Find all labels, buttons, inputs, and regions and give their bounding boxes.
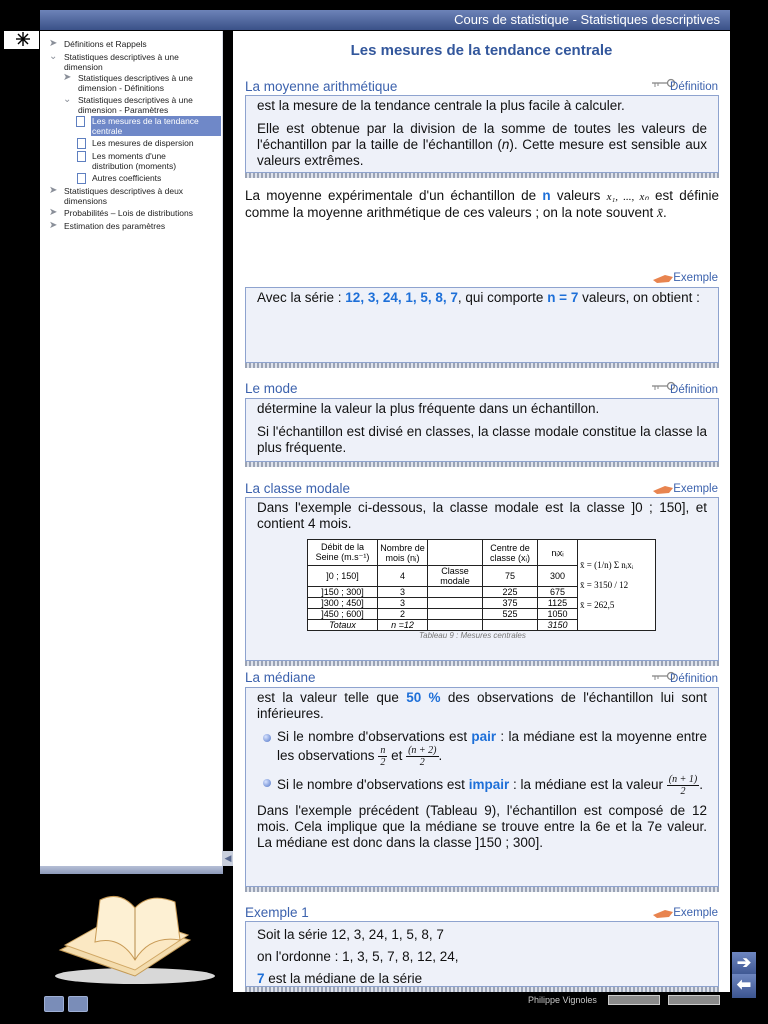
chevron-right-icon: ➤ xyxy=(49,207,58,218)
example-box-moyenne xyxy=(245,287,719,363)
chevron-right-icon: ➤ xyxy=(49,38,58,49)
sidebar-scrollbar[interactable] xyxy=(40,866,223,874)
definition-box-moyenne xyxy=(245,95,719,173)
table-cell: Totaux xyxy=(308,620,378,631)
table-cell: Classe modale xyxy=(428,566,483,587)
sidebar-item-autres-coefficients[interactable]: Autres coefficients xyxy=(92,173,217,183)
author: Philippe Vignoles xyxy=(528,995,597,1005)
table-header: Nombre de mois (nᵢ) xyxy=(378,540,428,566)
scenari-badge[interactable] xyxy=(668,995,720,1005)
table-cell: 1125 xyxy=(538,598,578,609)
page-icon xyxy=(77,173,86,184)
stat-table xyxy=(307,539,656,631)
table-header-row xyxy=(308,540,656,566)
table-caption: Tableau 9 : Mesures centrales xyxy=(419,631,526,640)
logo xyxy=(4,31,39,49)
page-title: Les mesures de la tendance centrale xyxy=(350,42,613,59)
definition-box-mode xyxy=(245,398,719,462)
definition-box-mediane xyxy=(245,687,719,887)
next-page-button[interactable]: ➔ xyxy=(732,952,756,976)
table-cell: 525 xyxy=(483,609,538,620)
chevron-right-icon: ➤ xyxy=(49,220,58,231)
pointing-hand-icon xyxy=(651,907,675,919)
chevron-down-icon: ⌄ xyxy=(63,94,72,105)
page-icon xyxy=(77,151,86,162)
example-tag: Exemple xyxy=(673,907,718,919)
table-cell: 225 xyxy=(483,587,538,598)
sidebar-toc xyxy=(40,31,223,866)
main-content xyxy=(233,31,730,992)
definition-text: est la mesure de la tendance centrale la plus facile à calculer. xyxy=(257,98,625,113)
home-icon[interactable] xyxy=(44,996,64,1012)
table-cell: 675 xyxy=(538,587,578,598)
table-cell: 3150 xyxy=(538,620,578,631)
table-cell: 3 xyxy=(378,598,428,609)
definition-text-2: Si l'échantillon est divisé en classes, la classe modale constitue la classe la plus fréquente. xyxy=(257,424,707,455)
app-title: Cours de statistique - Statistiques descriptives xyxy=(454,12,720,27)
formula: x̄ = 262,5 xyxy=(580,600,615,610)
section-title-classe-modale: La classe modale xyxy=(245,481,351,496)
sidebar-item-tendance-centrale[interactable]: Les mesures de la tendance centrale xyxy=(91,116,221,136)
table-cell xyxy=(428,620,483,631)
sidebar-item-stat-1d-definitions[interactable]: ➤ Statistiques descriptives à une dimension - Définitions xyxy=(63,72,193,93)
table-cell: 75 xyxy=(483,566,538,587)
table-cell: 2 xyxy=(378,609,428,620)
table-cell: 375 xyxy=(483,598,538,609)
open-book-image xyxy=(40,880,223,992)
section-title-exemple-1: Exemple 1 xyxy=(245,905,309,920)
sidebar-item-stat-2d[interactable]: ➤ Statistiques descriptives à deux dimensions xyxy=(49,185,184,206)
definition-text: est la valeur telle que 50 % des observations de l'échantillon lui sont inférieures. xyxy=(257,690,707,721)
table-cell: 4 xyxy=(378,566,428,587)
star-logo-icon xyxy=(16,31,30,47)
sidebar-item-estimation[interactable]: ➤ Estimation des paramètres xyxy=(49,220,166,231)
list-item: Si le nombre d'observations est impair : la médiane est la valeur $\frac{(n + 1)}{2}$. xyxy=(257,774,707,797)
table-header xyxy=(428,540,483,566)
example-box-exemple-1 xyxy=(245,921,719,987)
chevron-right-icon: ➤ xyxy=(63,72,72,83)
example-line: Soit la série 12, 3, 24, 1, 5, 8, 7 xyxy=(257,927,444,942)
example-text: Dans l'exemple ci-dessous, la classe modale est la classe ]0 ; 150], et contient 4 mois. xyxy=(257,500,707,531)
pointing-hand-icon xyxy=(651,272,675,284)
table-cell: 1050 xyxy=(538,609,578,620)
formula-cell xyxy=(578,540,656,631)
formula: x̄ = (1/n) Σ nᵢxᵢ xyxy=(580,560,634,570)
definition-text-2: Elle est obtenue par la division de la somme de toutes les valeurs de l'échantillon par la taille de l'échantillon (n). Cette mesure est sensible aux valeurs extrêmes. xyxy=(257,121,707,168)
table-header: nᵢxᵢ xyxy=(538,540,578,566)
table-header: Centre de classe (xᵢ) xyxy=(483,540,538,566)
sidebar-item-dispersion[interactable]: Les mesures de dispersion xyxy=(92,138,217,148)
example-text: Avec la série : 12, 3, 24, 1, 5, 8, 7, qui comporte n = 7 valeurs, on obtient : xyxy=(257,290,700,305)
previous-page-button[interactable]: ⬅ xyxy=(732,974,756,998)
table-cell: ]300 ; 450] xyxy=(308,598,378,609)
page-icon xyxy=(77,138,86,149)
table-header: Débit de la Seine (m.s⁻¹) xyxy=(308,540,378,566)
definition-text: détermine la valeur la plus fréquente dans un échantillon. xyxy=(257,401,600,416)
section-title-moyenne: La moyenne arithmétique xyxy=(245,79,398,94)
example-line: on l'ordonne : 1, 3, 5, 7, 8, 12, 24, xyxy=(257,949,459,964)
example-line: 7 est la médiane de la série xyxy=(257,971,423,986)
cc-license-badge[interactable] xyxy=(608,995,660,1005)
table-cell: 300 xyxy=(538,566,578,587)
sidebar-item-moments[interactable]: Les moments d'une distribution (moments) xyxy=(92,151,192,171)
pointing-hand-icon xyxy=(651,483,675,495)
definition-tag: Définition xyxy=(670,81,718,93)
sidebar-item-stat-1d[interactable]: ⌄ Statistiques descriptives à une dimension xyxy=(49,51,179,72)
example-tag: Exemple xyxy=(673,272,718,284)
section-title-mode: Le mode xyxy=(245,381,298,396)
sidebar-item-stat-1d-parametres[interactable]: ⌄ Statistiques descriptives à une dimension - Paramètres xyxy=(63,94,193,115)
list-item: Si le nombre d'observations est pair : la médiane est la moyenne entre les observations $\frac{n}{2}$ et $\frac{(n + 2)}{2}$. xyxy=(257,729,707,768)
title-bar xyxy=(40,10,730,30)
table-cell: ]450 ; 600] xyxy=(308,609,378,620)
collapse-sidebar-button[interactable]: ◀ xyxy=(222,851,234,866)
definition-tag: Définition xyxy=(670,384,718,396)
sidebar-item-definitions[interactable]: ➤ Définitions et Rappels xyxy=(49,38,147,49)
example-tag: Exemple xyxy=(673,483,718,495)
print-icon[interactable] xyxy=(68,996,88,1012)
formula: x̄ = 3150 / 12 xyxy=(580,580,629,590)
chevron-right-icon: ➤ xyxy=(49,185,58,196)
table-cell: 3 xyxy=(378,587,428,598)
table-cell: ]0 ; 150] xyxy=(308,566,378,587)
definition-tag: Définition xyxy=(670,673,718,685)
table-cell xyxy=(428,587,483,598)
section-title-mediane: La médiane xyxy=(245,670,316,685)
definition-text-3: Dans l'exemple précédent (Tableau 9), l'échantillon est composé de 12 mois. Cela implique que la médiane se trouve entre la 6e et la 7e valeur. La médiane est donc dans la classe ]150 ; 300]. xyxy=(257,803,707,850)
moyenne-text: La moyenne expérimentale d'un échantillon de n valeurs x₁, ..., xₙ est définie comme la moyenne arithmétique de ces valeurs ; on la note souvent x̄. xyxy=(245,188,719,220)
table-cell xyxy=(428,598,483,609)
table-cell xyxy=(428,609,483,620)
page-icon xyxy=(76,116,85,127)
table-cell: n =12 xyxy=(378,620,428,631)
chevron-down-icon: ⌄ xyxy=(49,51,58,62)
sidebar-item-probabilites[interactable]: ➤ Probabilités – Lois de distributions xyxy=(49,207,193,218)
table-cell xyxy=(483,620,538,631)
table-cell: ]150 ; 300] xyxy=(308,587,378,598)
